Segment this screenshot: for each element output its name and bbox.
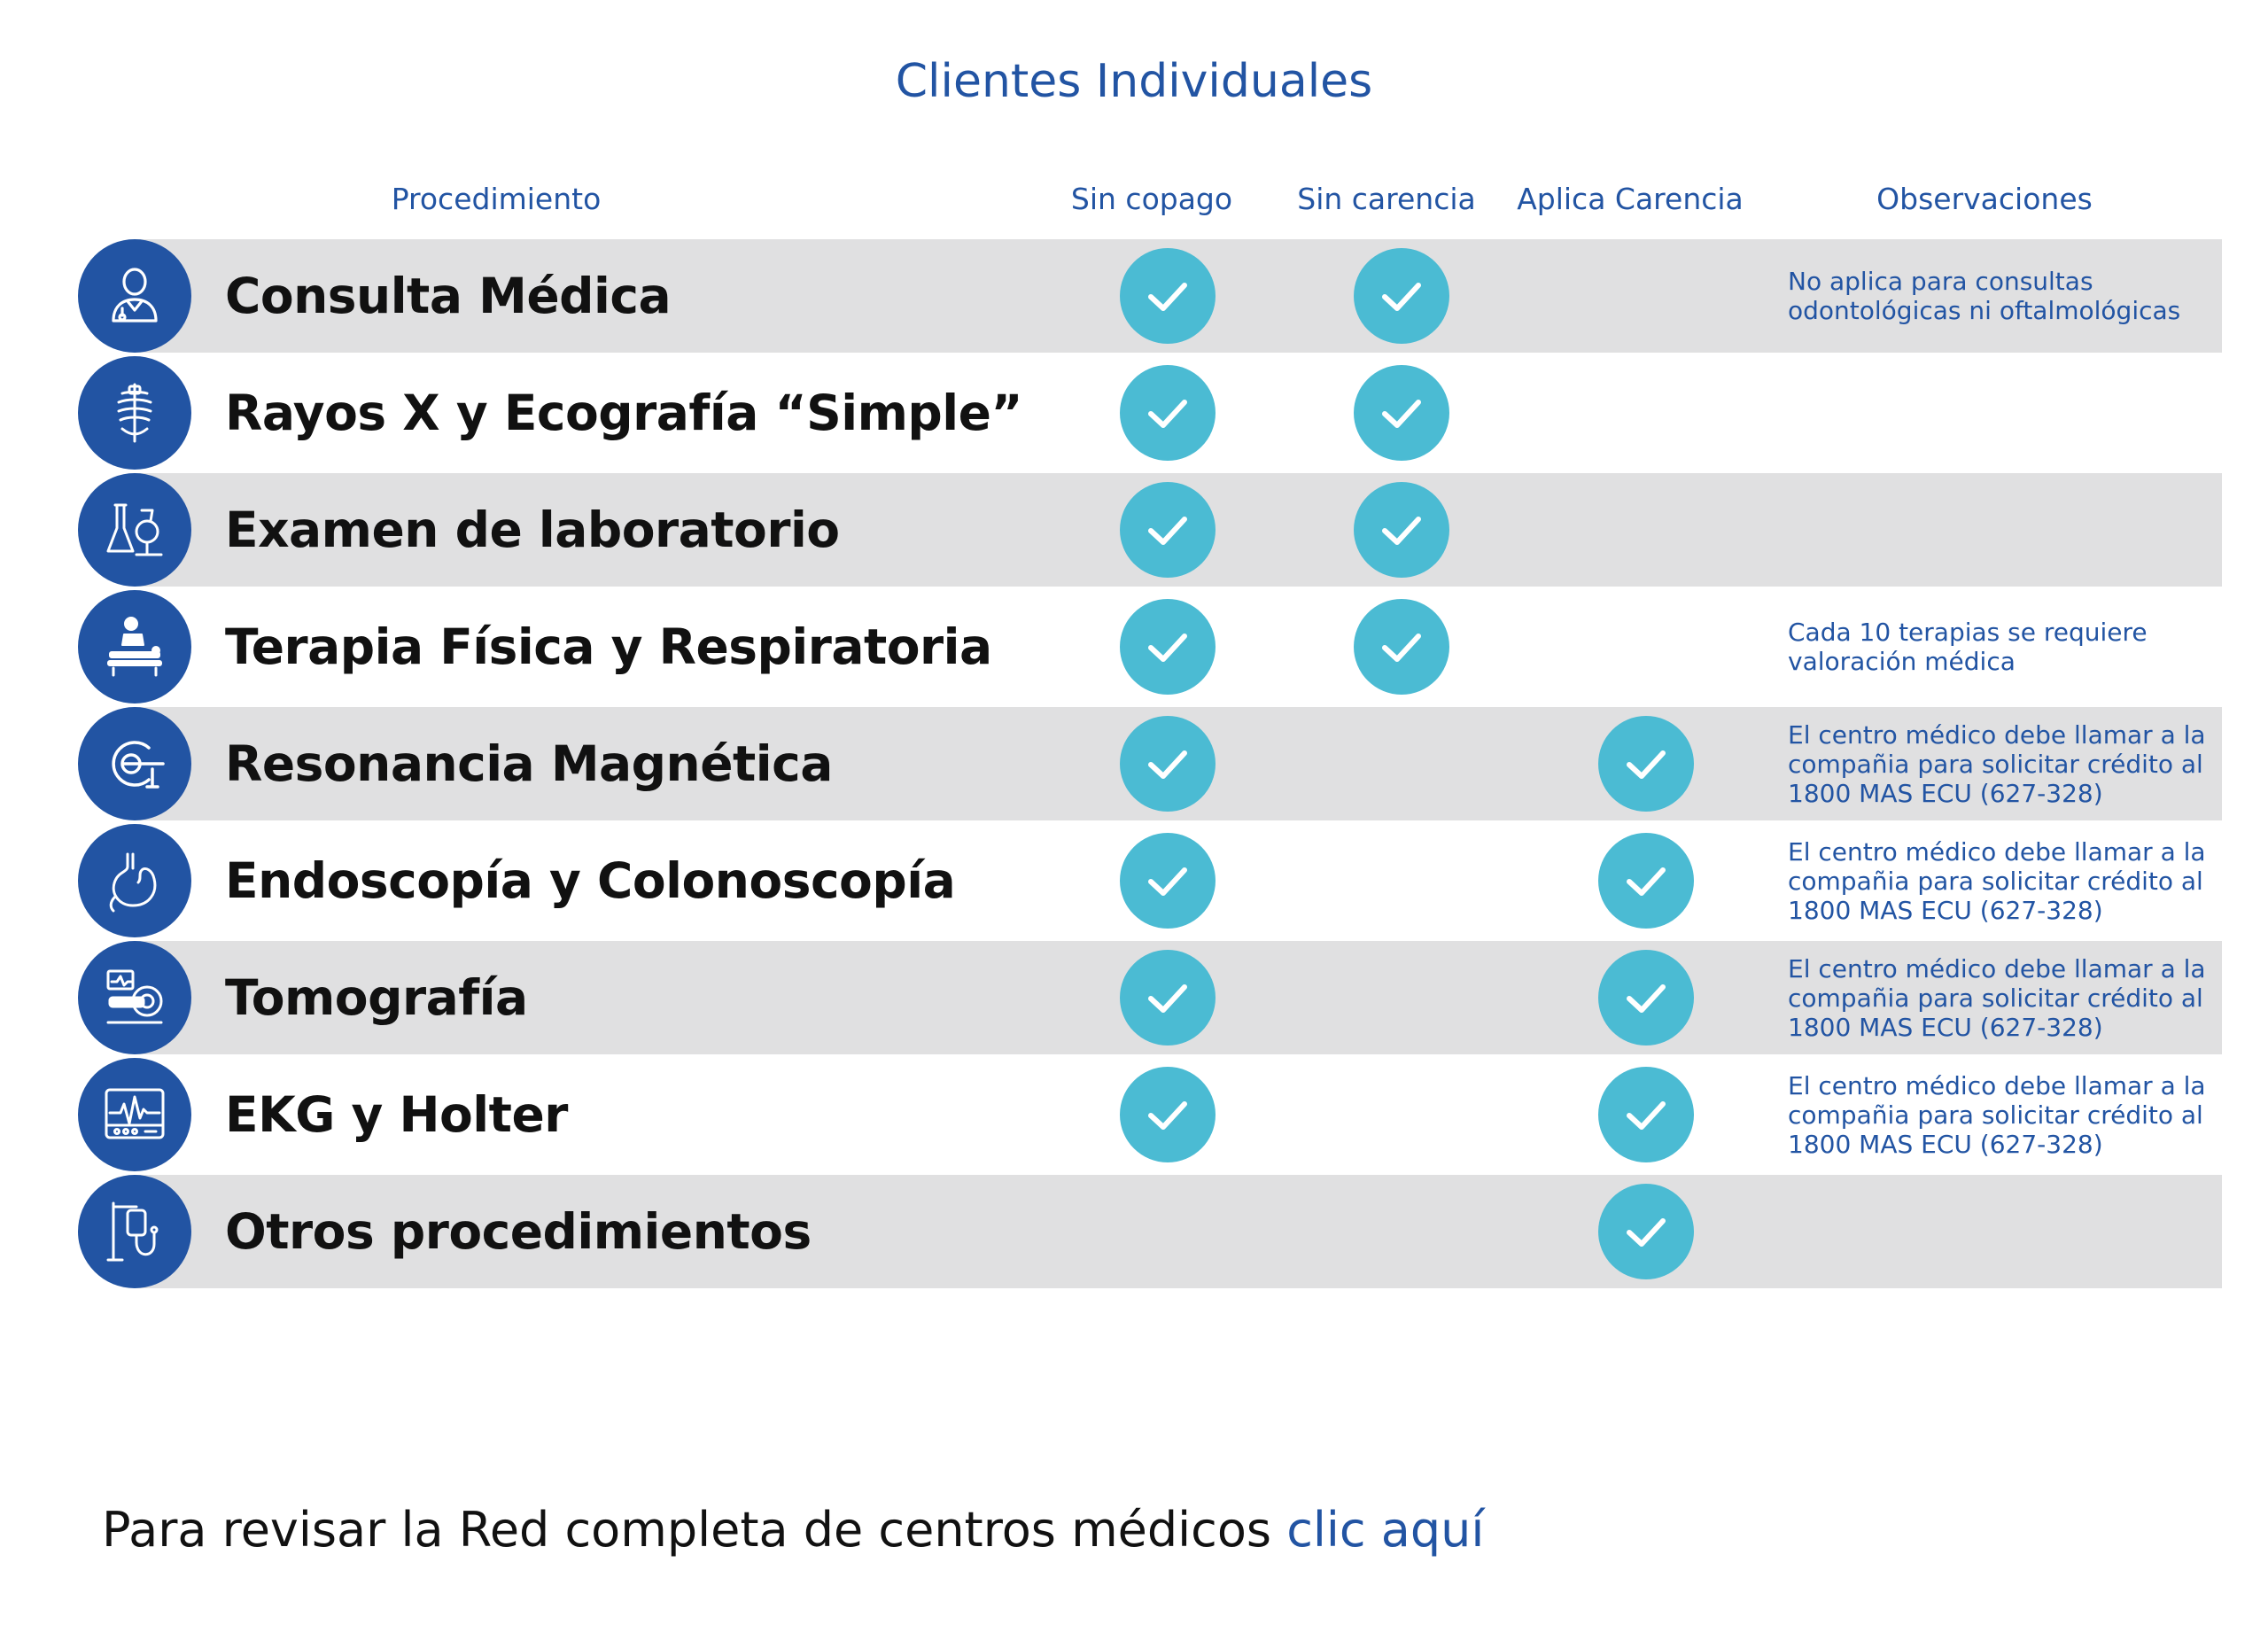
observation-text: No aplica para consultas odontológicas ni oftalmológicas [1788, 267, 2181, 325]
procedure-name: Tomografía [225, 969, 528, 1026]
observation-text: El centro médico debe llamar a la compañia para solicitar crédito al 1800 MAS ECU (627-328) [1788, 719, 2206, 808]
lab-flask-microscope-icon [78, 473, 191, 587]
sin-copago-check-icon [1120, 482, 1216, 578]
network-link[interactable]: clic aquí [1286, 1502, 1485, 1558]
sin-copago-check-icon [1120, 716, 1216, 812]
table-row [78, 824, 2222, 941]
table-row [78, 1175, 2222, 1292]
aplica-carencia-check-icon [1598, 1067, 1694, 1162]
procedure-name: Terapia Física y Respiratoria [225, 618, 992, 675]
aplica-carencia-check-icon [1598, 716, 1694, 812]
sin-copago-check-icon [1120, 248, 1216, 344]
observation-text [1788, 473, 2213, 587]
footer-note [102, 1502, 1484, 1558]
table-row [78, 590, 2222, 707]
header-sin-copago: Sin copago [1070, 182, 1233, 216]
sin-copago-check-icon [1120, 950, 1216, 1046]
sin-copago-check-icon [1120, 365, 1216, 461]
page-title: Clientes Individuales [895, 55, 1373, 108]
procedure-name: Otros procedimientos [225, 1203, 812, 1260]
aplica-carencia-check-icon [1598, 1184, 1694, 1279]
ekg-monitor-icon [78, 1058, 191, 1171]
aplica-carencia-check-icon [1598, 950, 1694, 1046]
observation-text [1788, 1175, 2213, 1288]
observation-text [1788, 356, 2213, 470]
footer-text: Para revisar la Red completa de centros médicos [102, 1502, 1272, 1558]
observation-text: Cada 10 terapias se requiere valoración médica [1788, 618, 2148, 676]
doctor-icon [78, 239, 191, 353]
header-observaciones: Observaciones [1876, 182, 2093, 216]
table-row [78, 941, 2222, 1058]
procedure-name: Resonancia Magnética [225, 735, 833, 792]
mri-scanner-icon [78, 707, 191, 820]
table-row [78, 473, 2222, 590]
physiotherapy-icon [78, 590, 191, 704]
sin-carencia-check-icon [1354, 482, 1449, 578]
table-row [78, 1058, 2222, 1175]
iv-drip-icon [78, 1175, 191, 1288]
aplica-carencia-check-icon [1598, 833, 1694, 929]
ct-scanner-icon [78, 941, 191, 1054]
procedure-name: Endoscopía y Colonoscopía [225, 852, 956, 909]
procedure-name: EKG y Holter [225, 1086, 568, 1143]
observation-text: El centro médico debe llamar a la compañia para solicitar crédito al 1800 MAS ECU (627-328) [1788, 1070, 2206, 1159]
observation-text: El centro médico debe llamar a la compañia para solicitar crédito al 1800 MAS ECU (627-328) [1788, 953, 2206, 1042]
sin-copago-check-icon [1120, 833, 1216, 929]
table-row [78, 239, 2222, 356]
observation-text: El centro médico debe llamar a la compañia para solicitar crédito al 1800 MAS ECU (627-328) [1788, 836, 2206, 925]
sin-copago-check-icon [1120, 599, 1216, 695]
header-sin-carencia: Sin carencia [1297, 182, 1476, 216]
stomach-icon [78, 824, 191, 937]
procedure-name: Consulta Médica [225, 268, 672, 324]
sin-copago-check-icon [1120, 1067, 1216, 1162]
table-row [78, 356, 2222, 473]
table-row [78, 707, 2222, 824]
procedure-name: Examen de laboratorio [225, 501, 840, 558]
procedures-table [78, 239, 2222, 1292]
header-aplica-carencia: Aplica Carencia [1517, 182, 1744, 216]
spine-xray-icon [78, 356, 191, 470]
procedure-name: Rayos X y Ecografía “Simple” [225, 385, 1023, 441]
sin-carencia-check-icon [1354, 365, 1449, 461]
sin-carencia-check-icon [1354, 599, 1449, 695]
header-procedimiento: Procedimiento [391, 182, 602, 216]
sin-carencia-check-icon [1354, 248, 1449, 344]
